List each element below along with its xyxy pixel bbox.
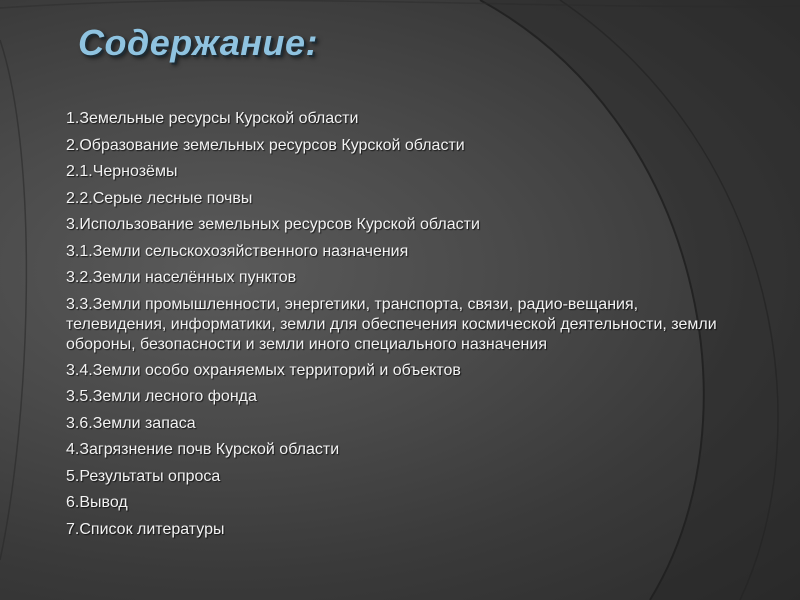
table-of-contents [66,109,726,546]
toc-item: 2.2.Серые лесные почвы [66,189,253,207]
toc-item: 7.Список литературы [66,520,225,538]
toc-item: 1.Земельные ресурсы Курской области [66,110,359,127]
slide-title: Содержание: [78,22,318,63]
toc-item: 3.5.Земли лесного фонда [66,388,257,405]
toc-item: 5.Результаты опроса [66,467,221,485]
toc-item: 2.1.Чернозёмы [66,163,178,180]
toc-item: 3.4.Земли особо охраняемых территорий и объектов [66,361,461,379]
toc-item: 6.Вывод [66,494,128,511]
decor-curve-left [0,40,26,560]
toc-item: 2.Образование земельных ресурсов Курской области [66,136,465,154]
toc-item: 3.3.Земли промышленности, энергетики, транспорта, связи, радио-вещания, телевидения, информатики, земли для обеспечения космической деятельности, земли обороны, безопасности и земли иного специального назначения [66,295,717,353]
toc-item: 3.6.Земли запаса [66,414,196,432]
toc-item: 3.2.Земли населённых пунктов [66,269,297,286]
toc-item: 3.1.Земли сельскохозяйственного назначения [66,242,409,260]
toc-item: 3.Использование земельных ресурсов Курской области [66,216,480,233]
toc-item: 4.Загрязнение почв Курской области [66,441,340,458]
